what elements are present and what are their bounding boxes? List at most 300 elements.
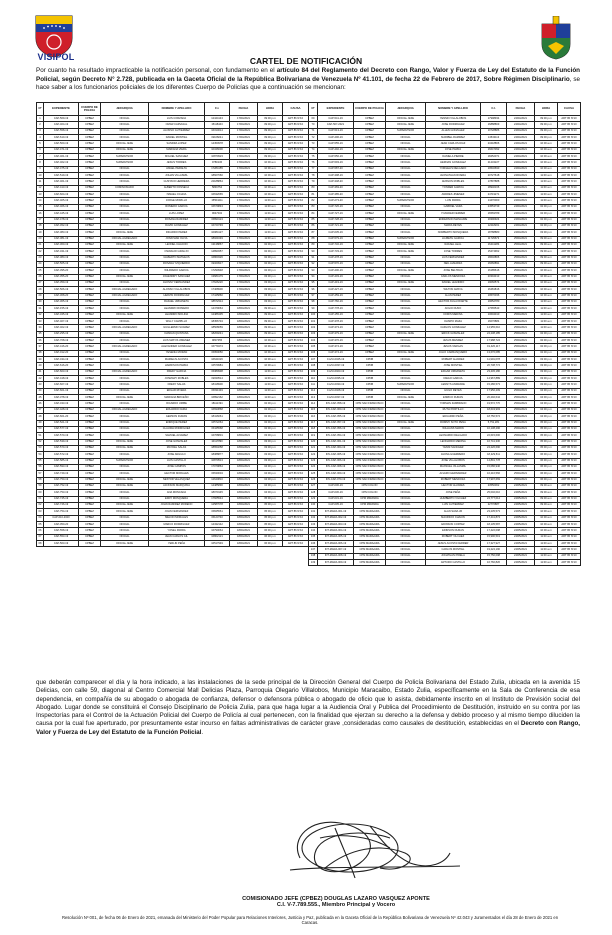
cell-jerarquia: OFICIAL: [101, 452, 149, 458]
cell-jerarquia: OFICIAL JEFE: [386, 420, 426, 426]
cell-fecha: 24/05/2021: [507, 522, 535, 528]
cell-expediente: CAP-726-19: [318, 204, 354, 210]
cell-hora: 10:00 a.m: [535, 280, 558, 286]
cell-cuerpo: CPBEZ: [79, 433, 101, 439]
cell-ci: 10117890: [205, 439, 230, 445]
cell-expediente: INV-CAP-058-19: [318, 401, 354, 407]
cell-hora: 02:00 p.m: [535, 338, 558, 344]
cell-hora: 04:00 p.m: [535, 407, 558, 413]
cell-cuerpo: CPBEZ: [79, 147, 101, 153]
cell-nombre: ROMMY SOTO PEÑA: [426, 420, 481, 426]
cell-hora: 05:00 p.m: [258, 509, 283, 515]
cell-nombre: LUIS GUTIERREZ: [426, 502, 481, 508]
column-header: HORA: [535, 103, 558, 116]
cell-expediente: CAP-374-19: [318, 344, 354, 350]
cell-ci: 17626220: [205, 280, 230, 286]
cell-nombre: NORBERTO MOSQUERA: [426, 230, 481, 236]
cell-hora: 06:00 p.m: [535, 458, 558, 464]
cell-cuerpo: CPBEZ: [79, 414, 101, 420]
cell-number: 24: [37, 261, 44, 267]
cell-cuerpo: CPM MARA/ARA: [354, 522, 386, 528]
cell-ci: 14432142: [205, 522, 230, 528]
cell-causa: ART 86 Nº10: [558, 255, 581, 261]
cell-expediente: CAP-728-19: [318, 217, 354, 223]
cell-fecha: 25/04/2021: [507, 401, 535, 407]
cell-number: 48: [37, 414, 44, 420]
cell-ci: 20394313: [481, 274, 507, 280]
cell-nombre: ROSANA RAMIREZ: [149, 217, 205, 223]
cell-hora: 09:00 a.m: [535, 249, 558, 255]
cell-expediente: CAP-558-19: [44, 528, 79, 534]
cell-expediente: CAP-345-19: [44, 312, 79, 318]
cell-ci: 24553739: [481, 204, 507, 210]
cell-jerarquia: OFICIAL: [386, 509, 426, 515]
cell-jerarquia: OFICIAL: [101, 426, 149, 432]
cell-jerarquia: OFICIAL JEFE: [101, 509, 149, 515]
cell-ci: 16569789: [481, 211, 507, 217]
cell-expediente: INV-CAP-054-19: [318, 433, 354, 439]
cell-ci: 19532690: [481, 166, 507, 172]
cell-number: 69: [309, 116, 318, 122]
cell-expediente: CAP-471-19: [44, 147, 79, 153]
cell-jerarquia: OFICIAL: [101, 166, 149, 172]
cell-cuerpo: CPBEZ: [79, 439, 101, 445]
cell-jerarquia: OFICIAL: [386, 255, 426, 261]
cell-nombre: HUMBERTO VILCHEZ: [426, 496, 481, 502]
cell-nombre: GILBERTO MATHEUS: [149, 255, 205, 261]
cell-expediente: CAP-427-19: [318, 287, 354, 293]
cell-ci: 11,991,678: [481, 357, 507, 363]
cell-nombre: LUIS CORZADA: [149, 116, 205, 122]
cell-jerarquia: OFICIAL: [101, 204, 149, 210]
cell-ci: 10604010: [481, 312, 507, 318]
cell-causa: ART 86 Nº10: [558, 350, 581, 356]
cell-expediente: CAP-570-19: [318, 261, 354, 267]
cell-causa: ART 86 Nº10: [558, 274, 581, 280]
cell-expediente: INV-CAP-060-19: [318, 407, 354, 413]
cell-hora: 09:00 a.m: [535, 255, 558, 261]
cell-expediente: INV-CAP-066-19: [318, 458, 354, 464]
cell-hora: 04:00 p.m: [535, 388, 558, 394]
cell-hora: 11:00 a.m: [258, 230, 283, 236]
cell-nombre: RICARDO URIBE: [149, 401, 205, 407]
cell-causa: ART 86 Nº10: [283, 528, 309, 534]
cell-jerarquia: OFICIAL: [101, 299, 149, 305]
cell-fecha: 25/04/2021: [507, 249, 535, 255]
cell-nombre: ARTURO CASTILLO: [426, 560, 481, 566]
cell-ci: 12444143: [205, 116, 230, 122]
cell-ci: 17897888: [481, 179, 507, 185]
cell-nombre: OSWALDO ARAUJO: [149, 249, 205, 255]
cell-number: 119: [309, 433, 318, 439]
cell-expediente: CAP-635-19: [318, 230, 354, 236]
cell-nombre: ROBERT VILCHEZ: [426, 534, 481, 540]
cell-nombre: ENDERSON MANAURE: [426, 217, 481, 223]
cell-nombre: YONDER GARCIA: [426, 185, 481, 191]
cell-ci: 9647032: [205, 211, 230, 217]
cell-hora: 03:00 p.m: [258, 293, 283, 299]
cell-hora: 02:00 p.m: [535, 344, 558, 350]
cell-number: 103: [309, 331, 318, 337]
cell-jerarquia: OFICIAL JEFE: [386, 268, 426, 274]
cell-cuerpo: CPBEZ: [79, 464, 101, 470]
cell-number: 83: [309, 204, 318, 210]
cell-number: 45: [37, 395, 44, 401]
cell-hora: 11:00 a.m: [535, 325, 558, 331]
column-header: HORA: [258, 103, 283, 116]
cell-expediente: CAP-368-20: [44, 293, 79, 299]
cell-hora: 05:00 p.m: [535, 420, 558, 426]
cell-nombre: EDGAR URDANETA: [426, 369, 481, 375]
cell-fecha: 24/05/2021: [507, 490, 535, 496]
cell-hora: 11:00 a.m: [258, 211, 283, 217]
cell-jerarquia: OFICIAL: [386, 471, 426, 477]
cell-number: 78: [309, 173, 318, 179]
cell-expediente: CAP-365-19: [44, 299, 79, 305]
cell-expediente: CAP-553-19: [44, 534, 79, 540]
cell-expediente: CAP-413-19: [44, 185, 79, 191]
cell-number: 9: [37, 166, 44, 172]
cell-nombre: MAYDEL SALAS: [149, 445, 205, 451]
cell-number: 118: [309, 426, 318, 432]
cell-nombre: MAURICIO CHACIN: [426, 515, 481, 521]
cell-ci: 14,967,889: [481, 376, 507, 382]
cell-cuerpo: CPBEZ: [79, 458, 101, 464]
cell-causa: ART 86 Nº10: [558, 471, 581, 477]
cell-causa: ART 86 Nº10: [558, 135, 581, 141]
cell-causa: ART 86 Nº10: [283, 382, 309, 388]
cell-fecha: 18/04/2021: [230, 414, 258, 420]
cell-expediente: INT-MARA-008-19: [318, 553, 354, 559]
cell-number: 131: [309, 509, 318, 515]
cell-number: 34: [37, 325, 44, 331]
cell-cuerpo: CPNB: [354, 395, 386, 401]
cell-expediente: CAP-478-19: [318, 255, 354, 261]
cell-causa: ART 86 Nº10: [283, 496, 309, 502]
cell-ci: 11729672: [481, 236, 507, 242]
cell-ci: 16779474: [205, 344, 230, 350]
cell-causa: ART 86 Nº10: [558, 445, 581, 451]
cell-hora: 02:00 p.m: [258, 255, 283, 261]
cell-causa: ART 86 Nº10: [283, 319, 309, 325]
cell-number: 63: [37, 509, 44, 515]
cell-hora: 10:00 a.m: [258, 350, 283, 356]
cell-expediente: CI-ZU-0030-19: [318, 382, 354, 388]
cell-ci: 16,741,330: [481, 439, 507, 445]
cell-nombre: ERICK GONZALEZ: [426, 331, 481, 337]
cell-causa: ART 86 Nº10: [283, 255, 309, 261]
cell-hora: 05:00 p.m: [258, 515, 283, 521]
cell-number: 2: [37, 122, 44, 128]
cell-jerarquia: OFICIAL: [386, 344, 426, 350]
cell-ci: 21234227: [481, 160, 507, 166]
cell-hora: 10:00 a.m: [258, 338, 283, 344]
cell-cuerpo: CPBEZ: [79, 502, 101, 508]
cell-expediente: CAP-732-19: [318, 242, 354, 248]
column-header: FECHA: [507, 103, 535, 116]
cell-nombre: HECTOR MORALES: [149, 471, 205, 477]
cell-jerarquia: OFICIAL: [101, 388, 149, 394]
cell-causa: ART 86 Nº10: [283, 236, 309, 242]
cell-fecha: 18/04/2021: [230, 357, 258, 363]
cell-cuerpo: CPBEZ: [79, 249, 101, 255]
cell-causa: ART 86 Nº10: [283, 211, 309, 217]
cell-number: 121: [309, 445, 318, 451]
cell-cuerpo: CPBEZ: [79, 160, 101, 166]
cell-hora: 11:00 a.m: [535, 179, 558, 185]
cell-jerarquia: OFICIAL: [386, 490, 426, 496]
cell-fecha: 18/04/2021: [230, 306, 258, 312]
cell-causa: ART 86 Nº10: [283, 274, 309, 280]
cell-causa: ART 86 Nº10: [558, 477, 581, 483]
cell-expediente: CAP-416-20: [44, 344, 79, 350]
cell-ci: 19390924: [481, 217, 507, 223]
cell-causa: ART 86 Nº10: [558, 312, 581, 318]
cell-ci: 14,955,610: [481, 325, 507, 331]
cell-cuerpo: CPBEZ: [354, 173, 386, 179]
cell-number: 66: [37, 528, 44, 534]
cell-fecha: 18/04/2021: [230, 496, 258, 502]
cell-nombre: LEONEL CHACON: [149, 242, 205, 248]
cell-hora: 10:00 a.m: [258, 185, 283, 191]
cell-cuerpo: CPBEZ: [79, 471, 101, 477]
cell-number: 4: [37, 135, 44, 141]
cell-cuerpo: CPBEZ: [79, 230, 101, 236]
cell-causa: ART 86 Nº10: [558, 344, 581, 350]
cell-nombre: JOSMARY ROBLES: [149, 376, 205, 382]
cell-hora: 03:00 p.m: [258, 458, 283, 464]
cell-fecha: 18/04/2021: [230, 420, 258, 426]
cell-jerarquia: OFICIAL AGREGADO: [101, 236, 149, 242]
cell-hora: 10:00 a.m: [535, 528, 558, 534]
cell-jerarquia: OFICIAL: [386, 160, 426, 166]
cell-nombre: YENNIN VILLALOBOS: [426, 116, 481, 122]
cell-nombre: ISMAEL OCHOA: [149, 192, 205, 198]
cell-fecha: 18/04/2021: [230, 458, 258, 464]
cell-jerarquia: OFICIAL: [101, 223, 149, 229]
cell-expediente: CAP-727-19: [318, 211, 354, 217]
cell-fecha: 25/04/2021: [507, 452, 535, 458]
cell-nombre: DAMIAN QUINTANA: [149, 331, 205, 337]
cell-ci: 16572264: [205, 420, 230, 426]
cell-cuerpo: CPNB: [354, 388, 386, 394]
cell-expediente: CAP-607-19: [44, 382, 79, 388]
cell-number: 127: [309, 483, 318, 489]
cell-hora: 10:00 a.m: [535, 268, 558, 274]
cell-cuerpo: CPBEZ: [354, 293, 386, 299]
cell-number: 26: [37, 274, 44, 280]
cell-cuerpo: CPBEZ: [79, 211, 101, 217]
cell-ci: 10084127: [205, 230, 230, 236]
cell-fecha: 18/04/2021: [230, 312, 258, 318]
cell-number: 91: [309, 255, 318, 261]
cell-hora: 09:00 p.m: [535, 135, 558, 141]
cell-ci: 15950050: [205, 350, 230, 356]
zulia-coat-of-arms-icon: [538, 16, 574, 60]
cell-cuerpo: CPM SAN FRANCISCO: [354, 407, 386, 413]
cell-cuerpo: CPBEZ: [354, 312, 386, 318]
cell-hora: 10:00 a.m: [258, 173, 283, 179]
cell-causa: ART 86 Nº10: [283, 515, 309, 521]
cell-hora: 11:00 a.m: [258, 198, 283, 204]
cell-jerarquia: OFICIAL JEFE: [386, 350, 426, 356]
cell-fecha: 25/04/2021: [507, 280, 535, 286]
cell-expediente: CAP-402-19: [44, 325, 79, 331]
cell-expediente: INV-CAP-068-19: [318, 464, 354, 470]
cell-cuerpo: CPBEZ: [354, 135, 386, 141]
cell-jerarquia: OFICIAL: [101, 280, 149, 286]
cell-number: 114: [309, 401, 318, 407]
cell-hora: 11:00 a.m: [535, 173, 558, 179]
cell-hora: 10:00 a.m: [258, 192, 283, 198]
cell-nombre: ROBERT MENDOZA: [426, 477, 481, 483]
cell-nombre: OLIMPO MAZA: [426, 319, 481, 325]
cell-cuerpo: CPNB: [354, 363, 386, 369]
cell-causa: ART 86 Nº10: [558, 382, 581, 388]
cell-expediente: INV-CAP-069-19: [318, 471, 354, 477]
cell-fecha: 24/04/2021: [507, 122, 535, 128]
cell-causa: ART 86 Nº10: [283, 280, 309, 286]
cell-cuerpo: CPBEZ: [79, 287, 101, 293]
cell-expediente: CAP-005-19: [318, 502, 354, 508]
cell-ci: 15,086,946: [481, 464, 507, 470]
cell-cuerpo: CPBEZ: [79, 312, 101, 318]
cell-ci: 18070145: [205, 490, 230, 496]
cell-hora: 02:00 p.m: [535, 211, 558, 217]
cell-jerarquia: OFICIAL AGREGADO: [101, 287, 149, 293]
cell-nombre: EDUARDO FARIA: [149, 407, 205, 413]
page-header: [0, 0, 612, 60]
cell-hora: 10:00 a.m: [535, 274, 558, 280]
cell-cuerpo: CPM SAN FRANCISCO: [354, 458, 386, 464]
cell-ci: 15,750,098: [481, 553, 507, 559]
cell-causa: ART 86 Nº10: [558, 490, 581, 496]
cell-expediente: INT-MARA-002-19: [318, 515, 354, 521]
cell-fecha: 25/04/2021: [507, 338, 535, 344]
cell-nombre: ANGEL PERALTA: [149, 166, 205, 172]
cell-number: 90: [309, 249, 318, 255]
cell-ci: 5,751,281: [481, 420, 507, 426]
cell-cuerpo: CPBEZ: [79, 141, 101, 147]
cell-ci: 15,990,519: [481, 534, 507, 540]
cell-jerarquia: OFICIAL: [101, 319, 149, 325]
cell-cuerpo: CPBEZ: [79, 135, 101, 141]
cell-cuerpo: CPBEZ: [79, 122, 101, 128]
cell-expediente: INT-MARA-003-19: [318, 522, 354, 528]
cell-hora: 11:00 a.m: [535, 306, 558, 312]
cell-jerarquia: OFICIAL: [101, 217, 149, 223]
cell-jerarquia: OFICIAL JEFE: [101, 312, 149, 318]
cell-expediente: CAP-355-20: [44, 274, 79, 280]
cell-number: 49: [37, 420, 44, 426]
cell-expediente: INV-CAP-056-19: [318, 426, 354, 432]
cell-expediente: CAP-513-19: [318, 128, 354, 134]
cell-jerarquia: OFICIAL: [386, 439, 426, 445]
cell-expediente: CAP-405-19: [44, 198, 79, 204]
cell-fecha: 24/04/2021: [507, 147, 535, 153]
cell-number: 46: [37, 401, 44, 407]
cell-fecha: 25/04/2021: [507, 236, 535, 242]
cell-fecha: 17/04/2021: [230, 204, 258, 210]
cell-ci: 15630004: [205, 471, 230, 477]
cell-nombre: DANIEL LEANDRO: [426, 280, 481, 286]
cell-nombre: YONEL PARRA: [149, 528, 205, 534]
cell-expediente: CAP-616-20: [44, 363, 79, 369]
cell-nombre: ROBERT ALVAREZ: [426, 357, 481, 363]
cell-nombre: LUIS PARRA: [426, 198, 481, 204]
cell-cuerpo: CPBEZ: [354, 261, 386, 267]
cell-nombre: RAFAEL URDANETA: [149, 299, 205, 305]
cell-nombre: MAXSUEL VILLASMIL: [426, 464, 481, 470]
cell-expediente: CAP-565-19: [44, 261, 79, 267]
cell-fecha: 17/04/2021: [230, 128, 258, 134]
cell-cuerpo: CPBEZ: [79, 483, 101, 489]
cell-jerarquia: OFICIAL: [101, 261, 149, 267]
cell-ci: 22770887: [481, 502, 507, 508]
cell-ci: 23418866: [481, 141, 507, 147]
cell-jerarquia: OFICIAL: [386, 192, 426, 198]
cell-expediente: CAP-587-20: [318, 166, 354, 172]
cell-expediente: CAP-492-19: [318, 147, 354, 153]
cell-ci: 19570036: [481, 293, 507, 299]
cell-hora: 09:00 a.m: [258, 319, 283, 325]
cell-jerarquia: OFICIAL: [386, 376, 426, 382]
cell-jerarquia: OFICIAL: [386, 261, 426, 267]
cell-ci: 9780136: [205, 160, 230, 166]
cell-jerarquia: OFICIAL: [386, 452, 426, 458]
cell-hora: 03:00 p.m: [535, 376, 558, 382]
cell-expediente: CAP-570-19: [44, 433, 79, 439]
cell-ci: 19108241: [205, 135, 230, 141]
cell-fecha: 17/04/2021: [230, 135, 258, 141]
cell-hora: 05:00 p.m: [535, 433, 558, 439]
cell-cuerpo: CPBEZ: [79, 369, 101, 375]
cell-number: 125: [309, 471, 318, 477]
cell-causa: ART 86 Nº10: [283, 439, 309, 445]
cell-ci: 9837455: [205, 338, 230, 344]
cell-fecha: 25/04/2021: [507, 268, 535, 274]
cell-number: 81: [309, 192, 318, 198]
cell-causa: ART 86 Nº10: [558, 217, 581, 223]
cell-fecha: 17/04/2021: [230, 255, 258, 261]
cell-hora: 09:00 a.m: [258, 306, 283, 312]
cell-fecha: 25/04/2021: [507, 439, 535, 445]
cell-hora: 05:00 p.m: [258, 522, 283, 528]
cell-fecha: 17/04/2021: [230, 236, 258, 242]
cell-jerarquia: OFICIAL: [101, 433, 149, 439]
cell-fecha: 24/05/2021: [507, 483, 535, 489]
cell-fecha: 17/04/2021: [230, 154, 258, 160]
cell-number: 97: [309, 293, 318, 299]
cell-jerarquia: OFICIAL: [101, 128, 149, 134]
cell-nombre: SANDRA LOPEZ: [149, 141, 205, 147]
cell-hora: 03:00 p.m: [535, 230, 558, 236]
cell-hora: 10:00 a.m: [535, 509, 558, 515]
cell-ci: 18940166: [481, 185, 507, 191]
cell-hora: 05:00 p.m: [258, 502, 283, 508]
cell-number: 35: [37, 331, 44, 337]
cell-nombre: JHONATHAN RIVERA: [426, 173, 481, 179]
cell-hora: 10:00 a.m: [535, 166, 558, 172]
cell-expediente: INT-MARA-001-19: [318, 509, 354, 515]
cell-jerarquia: OFICIAL: [386, 135, 426, 141]
cell-jerarquia: OFICIAL: [386, 388, 426, 394]
cell-hora: 11:00 a.m: [258, 388, 283, 394]
cell-fecha: 25/04/2021: [507, 477, 535, 483]
cell-causa: ART 86 Nº10: [558, 154, 581, 160]
cell-ci: 16888869: [481, 122, 507, 128]
cell-cuerpo: CPBEZ: [354, 223, 386, 229]
